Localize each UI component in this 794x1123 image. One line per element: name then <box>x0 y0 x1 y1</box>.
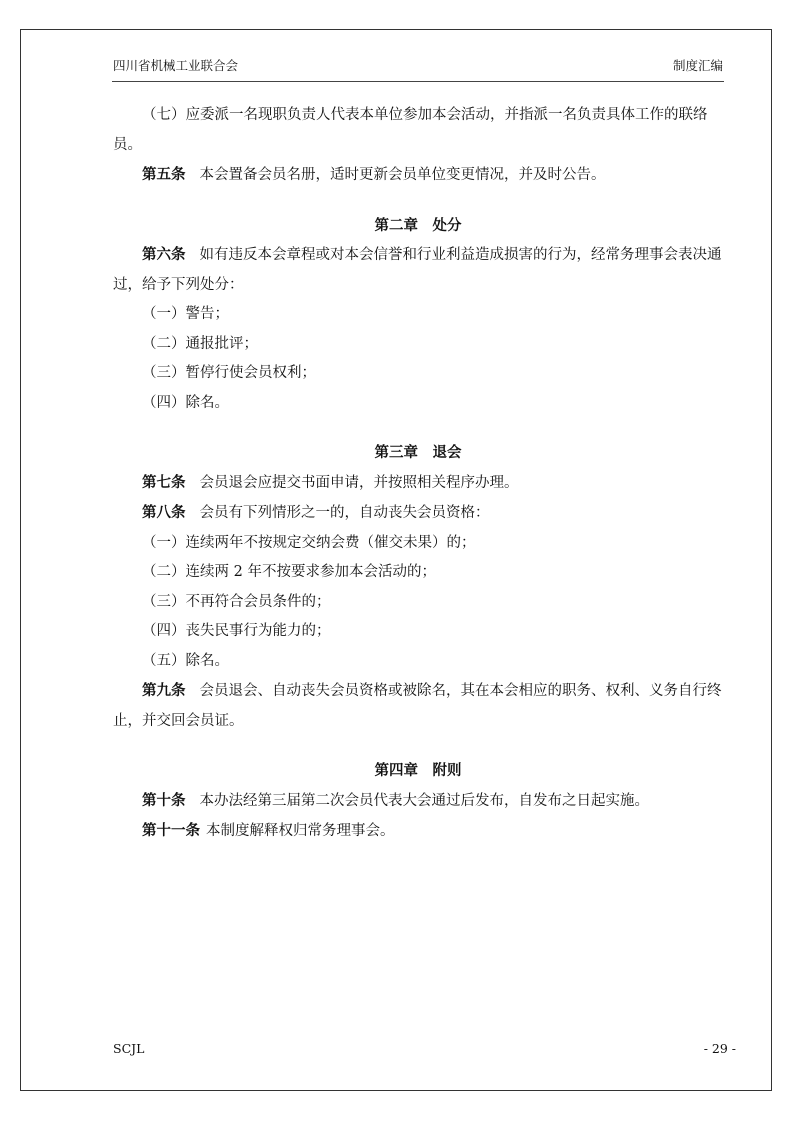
article-9 <box>113 676 723 736</box>
list-item: （五）除名。 <box>142 652 229 669</box>
article-10 <box>113 786 723 817</box>
clause-item-7: （七）应委派一名现职负责人代表本单位参加本会活动，并指派一名负责具体工作的联络员。 <box>113 107 708 153</box>
list-item: （一）连续两年不按规定交纳会费（催交未果）的； <box>142 534 476 551</box>
chapter-heading: 第四章 附则 <box>374 762 462 779</box>
article-number: 第八条 <box>142 504 186 521</box>
article-7 <box>113 468 723 499</box>
article-8 <box>113 498 723 529</box>
article-text: 会员有下列情形之一的，自动丧失会员资格： <box>199 505 490 521</box>
article-text: 如有违反本会章程或对本会信誉和行业利益造成损害的行为，经常务理事会表决通过，给予下列处分： <box>113 247 722 293</box>
article-text: 会员退会、自动丧失会员资格或被除名，其在本会相应的职务、权利、义务自行终止，并交回会员证。 <box>113 683 722 729</box>
article-text: 本办法经第三届第二次会员代表大会通过后发布，自发布之日起实施。 <box>199 792 649 809</box>
list-item: （三）暂停行使会员权利； <box>142 365 316 381</box>
article-number: 第五条 <box>142 166 186 183</box>
chapter-heading: 第三章 退会 <box>374 444 462 461</box>
chapter-heading: 第二章 处分 <box>374 216 462 234</box>
article-text: 本制度解释权归常务理事会。 <box>206 823 395 839</box>
list-item: （二）连续两 2 年不按要求参加本会活动的； <box>142 564 436 580</box>
list-item: （一）警告； <box>142 306 229 322</box>
article-text: 会员退会应提交书面申请，并按照相关程序办理。 <box>199 474 519 491</box>
article-number: 第十条 <box>142 791 186 809</box>
footer-code: SCJL <box>113 1041 145 1056</box>
list-item: （二）通报批评； <box>142 335 258 352</box>
document-body <box>113 101 723 847</box>
header-document-series: 制度汇编 <box>672 58 723 73</box>
list-item: （三）不再符合会员条件的； <box>142 593 331 610</box>
article-number: 第十一条 <box>142 822 200 839</box>
list-item: （四）丧失民事行为能力的； <box>142 623 331 639</box>
header-rule <box>112 81 724 82</box>
list-item: （四）除名。 <box>142 394 229 411</box>
article-5 <box>113 160 723 191</box>
article-number: 第七条 <box>142 473 186 491</box>
article-text: 本会置备会员名册，适时更新会员单位变更情况，并及时公告。 <box>199 167 606 183</box>
header-organization: 四川省机械工业联合会 <box>113 58 239 73</box>
article-number: 第六条 <box>142 246 186 263</box>
article-6 <box>113 240 723 300</box>
page-number: - 29 - <box>703 1041 736 1056</box>
article-11 <box>113 816 723 847</box>
article-number: 第九条 <box>142 682 186 699</box>
